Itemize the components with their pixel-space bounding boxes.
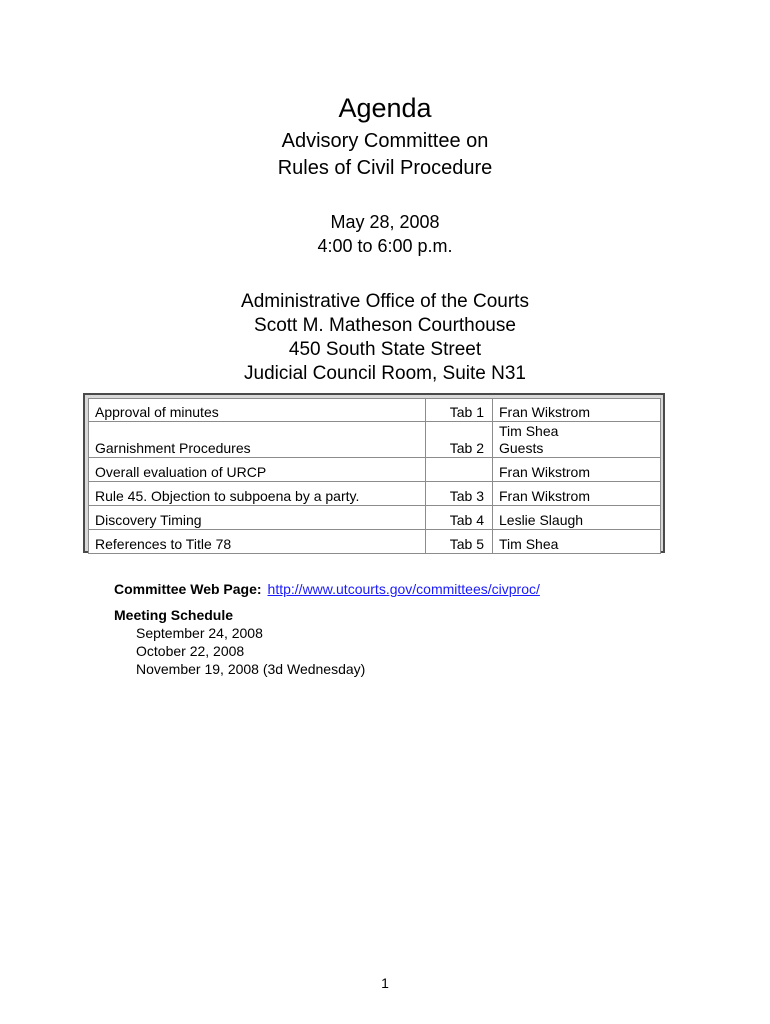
agenda-presenter: Tim Shea [493, 530, 661, 554]
table-row [89, 482, 661, 506]
location-line: Scott M. Matheson Courthouse [254, 315, 516, 336]
agenda-table-frame [83, 393, 665, 553]
meeting-time: 4:00 to 6:00 p.m. [317, 236, 453, 256]
meeting-date-item: October 22, 2008 [136, 643, 245, 659]
agenda-tab: Tab 1 [426, 399, 493, 422]
committee-name-line1: Advisory Committee on [281, 130, 489, 152]
committee-web-link[interactable]: http://www.utcourts.gov/committees/civproc/ [267, 581, 540, 597]
location-line: 450 South State Street [288, 339, 482, 360]
agenda-item: Garnishment Procedures [89, 422, 426, 458]
agenda-item: References to Title 78 [89, 530, 426, 554]
agenda-tab [426, 458, 493, 482]
page-number: 1 [381, 975, 389, 991]
agenda-presenter: Tim Shea Guests [493, 422, 661, 458]
table-row [89, 506, 661, 530]
table-row [89, 422, 661, 458]
meeting-schedule [114, 606, 365, 678]
meeting-date-item: September 24, 2008 [136, 625, 263, 641]
table-row [89, 458, 661, 482]
agenda-presenter: Fran Wikstrom [493, 482, 661, 506]
agenda-item: Discovery Timing [89, 506, 426, 530]
agenda-item: Approval of minutes [89, 399, 426, 422]
committee-name-line2: Rules of Civil Procedure [277, 157, 493, 179]
meeting-schedule-heading: Meeting Schedule [114, 607, 234, 623]
agenda-table [88, 398, 661, 554]
agenda-presenter: Leslie Slaugh [493, 506, 661, 530]
agenda-tab: Tab 5 [426, 530, 493, 554]
agenda-presenter: Fran Wikstrom [493, 399, 661, 422]
agenda-tab: Tab 2 [426, 422, 493, 458]
agenda-item: Rule 45. Objection to subpoena by a party. [89, 482, 426, 506]
agenda-tab: Tab 4 [426, 506, 493, 530]
table-row [89, 399, 661, 422]
meeting-date: May 28, 2008 [330, 212, 440, 232]
meeting-date-item: November 19, 2008 (3d Wednesday) [136, 661, 366, 677]
table-row [89, 530, 661, 554]
document-title: Agenda [338, 93, 432, 123]
agenda-presenter: Fran Wikstrom [493, 458, 661, 482]
web-page-label: Committee Web Page: [114, 581, 262, 597]
location-line: Administrative Office of the Courts [241, 291, 529, 312]
committee-web-page [114, 580, 540, 598]
agenda-tab: Tab 3 [426, 482, 493, 506]
agenda-item: Overall evaluation of URCP [89, 458, 426, 482]
location-line: Judicial Council Room, Suite N31 [244, 363, 526, 384]
